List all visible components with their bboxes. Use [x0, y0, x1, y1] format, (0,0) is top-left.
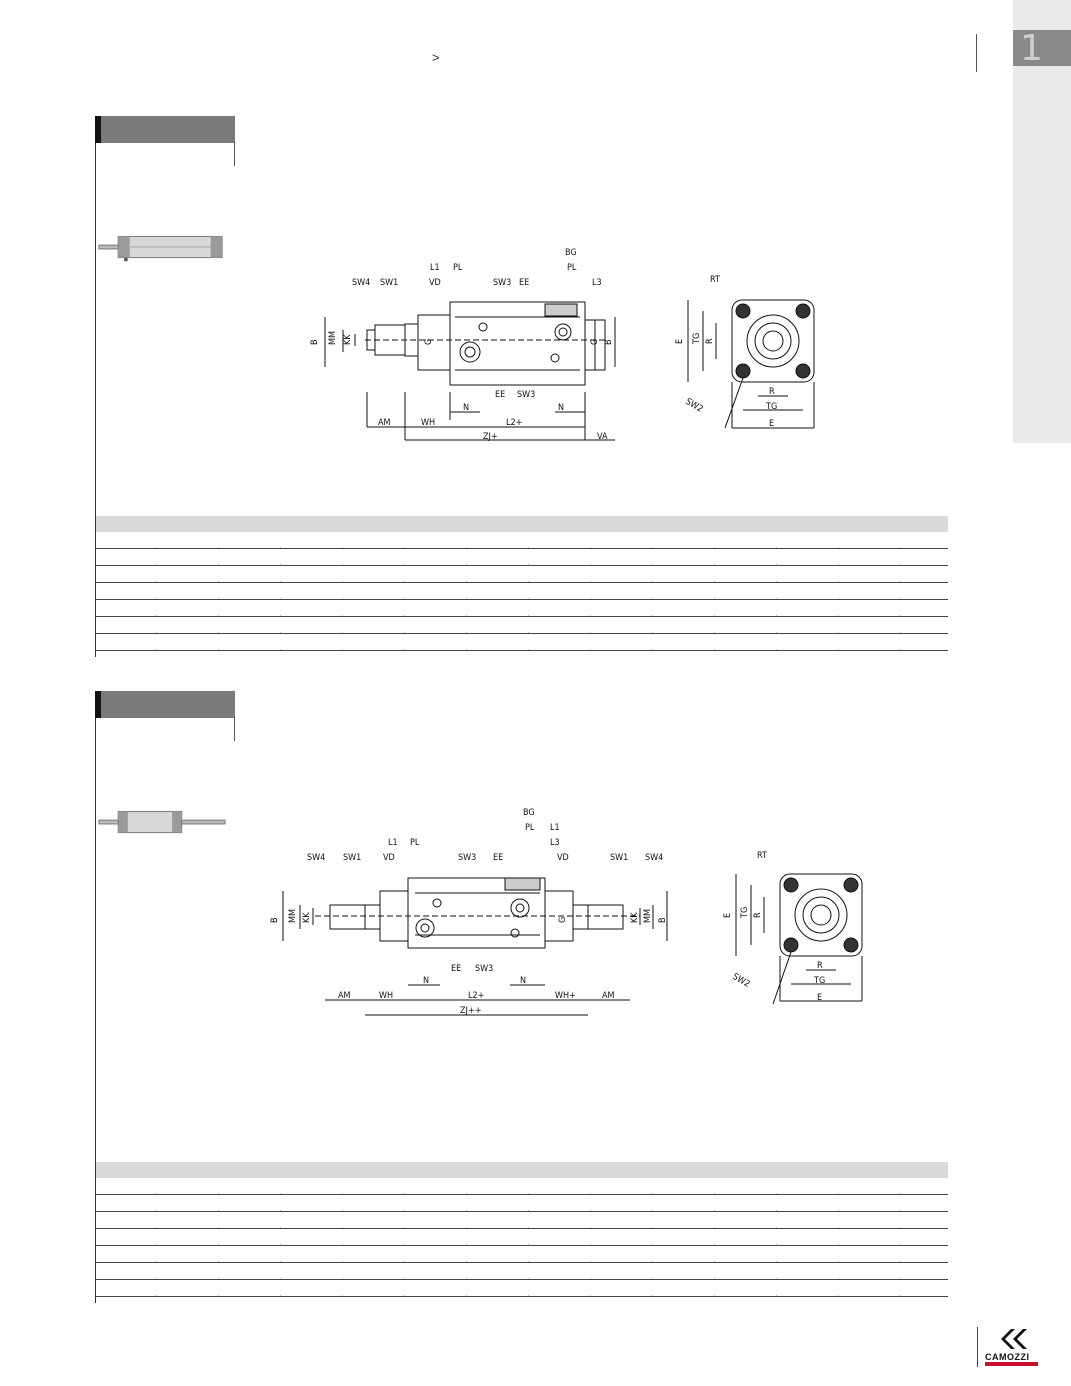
table-row — [96, 600, 948, 617]
svg-text:PL: PL — [525, 823, 535, 833]
svg-text:TG: TG — [692, 332, 702, 344]
svg-text:SW4: SW4 — [307, 853, 326, 863]
svg-text:SW3: SW3 — [493, 278, 512, 288]
svg-text:KK: KK — [343, 334, 353, 345]
svg-text:SW3: SW3 — [475, 964, 494, 974]
table-1-header-row — [96, 516, 948, 532]
svg-text:AM: AM — [602, 991, 615, 1001]
svg-text:B: B — [310, 339, 320, 345]
svg-text:ZJ+: ZJ+ — [483, 432, 498, 442]
svg-text:ZJ++: ZJ++ — [460, 1006, 482, 1016]
svg-text:SW3: SW3 — [517, 390, 536, 400]
svg-text:N: N — [423, 976, 430, 986]
svg-text:L3: L3 — [550, 838, 560, 848]
table-row — [96, 1229, 948, 1246]
table-row — [96, 549, 948, 566]
svg-text:SW2: SW2 — [683, 396, 705, 415]
svg-text:SW3: SW3 — [458, 853, 477, 863]
svg-text:R: R — [753, 912, 763, 918]
svg-text:RT: RT — [757, 851, 767, 861]
svg-text:L2+: L2+ — [506, 418, 523, 428]
table-row — [96, 1246, 948, 1263]
svg-text:AM: AM — [378, 418, 391, 428]
svg-text:AM: AM — [338, 991, 351, 1001]
svg-text:G: G — [424, 338, 434, 345]
drawing-2-front-view — [720, 846, 880, 1011]
svg-text:L1: L1 — [388, 838, 398, 848]
table-row — [96, 1263, 948, 1280]
svg-text:B: B — [604, 339, 614, 345]
footer-divider — [977, 1327, 978, 1367]
svg-text:R: R — [769, 387, 775, 397]
svg-text:R: R — [817, 961, 823, 971]
brand-name: CAMOZZI — [985, 1352, 1030, 1362]
svg-text:E: E — [769, 419, 775, 429]
side-tab-number: 1 — [1020, 28, 1043, 69]
svg-text:EE: EE — [451, 964, 462, 974]
svg-text:TG: TG — [814, 976, 826, 986]
svg-text:N: N — [520, 976, 527, 986]
dimensions-table-2 — [96, 1162, 948, 1297]
svg-text:BG: BG — [523, 808, 535, 818]
svg-text:PL: PL — [410, 838, 420, 848]
cylinder-thumbnail-1 — [97, 228, 227, 268]
svg-text:BG: BG — [565, 248, 577, 258]
svg-text:EE: EE — [519, 278, 530, 288]
svg-text:VD: VD — [429, 278, 441, 288]
section-2-header — [95, 691, 235, 718]
svg-text:MM: MM — [288, 909, 298, 923]
camozzi-logo-icon — [998, 1327, 1028, 1351]
header-divider — [976, 34, 977, 72]
svg-text:SW1: SW1 — [343, 853, 362, 863]
drawing-1-front-view — [670, 268, 835, 436]
breadcrumb-separator: > — [432, 50, 440, 65]
svg-text:EE: EE — [495, 390, 506, 400]
table-row — [96, 566, 948, 583]
svg-text:G: G — [558, 916, 568, 923]
section-2-header-rule — [234, 717, 235, 741]
svg-text:TG: TG — [740, 906, 750, 918]
table-row — [96, 617, 948, 634]
svg-text:PL: PL — [567, 263, 577, 273]
svg-text:N: N — [558, 403, 565, 413]
brand-accent-bar — [985, 1362, 1038, 1366]
table-row — [96, 1280, 948, 1297]
svg-text:RT: RT — [710, 275, 720, 285]
svg-text:L1: L1 — [550, 823, 560, 833]
svg-text:G: G — [590, 338, 600, 345]
svg-text:L3: L3 — [592, 278, 602, 288]
svg-text:N: N — [463, 403, 470, 413]
table-row — [96, 1178, 948, 1195]
svg-text:E: E — [817, 993, 823, 1003]
svg-text:SW1: SW1 — [380, 278, 399, 288]
svg-text:L2+: L2+ — [468, 991, 485, 1001]
svg-text:E: E — [723, 912, 733, 918]
table-row — [96, 583, 948, 600]
dimensions-table-1 — [96, 516, 948, 651]
drawing-2-side-view — [265, 803, 675, 1021]
svg-text:KK: KK — [302, 912, 312, 923]
svg-text:SW1: SW1 — [610, 853, 629, 863]
cylinder-thumbnail-2 — [97, 803, 227, 843]
table-row — [96, 634, 948, 651]
svg-text:VD: VD — [557, 853, 569, 863]
svg-text:EE: EE — [493, 853, 504, 863]
section-1-header — [95, 116, 235, 143]
table-row — [96, 1212, 948, 1229]
svg-text:SW4: SW4 — [645, 853, 664, 863]
section-1-header-rule — [234, 142, 235, 166]
svg-text:MM: MM — [328, 331, 338, 345]
svg-text:R: R — [705, 338, 715, 344]
svg-text:VA: VA — [597, 432, 608, 442]
svg-text:WH: WH — [421, 418, 436, 428]
svg-text:KK: KK — [630, 912, 640, 923]
svg-text:E: E — [675, 338, 685, 344]
svg-text:L1: L1 — [430, 263, 440, 273]
svg-text:VD: VD — [383, 853, 395, 863]
svg-text:PL: PL — [453, 263, 463, 273]
svg-text:MM: MM — [643, 909, 653, 923]
svg-text:WH+: WH+ — [555, 991, 576, 1001]
svg-text:B: B — [658, 917, 668, 923]
svg-text:WH: WH — [379, 991, 394, 1001]
table-2-header-row — [96, 1162, 948, 1178]
table-row — [96, 532, 948, 549]
svg-text:SW4: SW4 — [352, 278, 371, 288]
table-row — [96, 1195, 948, 1212]
svg-text:TG: TG — [766, 402, 778, 412]
svg-text:B: B — [270, 917, 280, 923]
svg-text:SW2: SW2 — [730, 971, 752, 990]
drawing-1-side-view — [305, 242, 635, 447]
